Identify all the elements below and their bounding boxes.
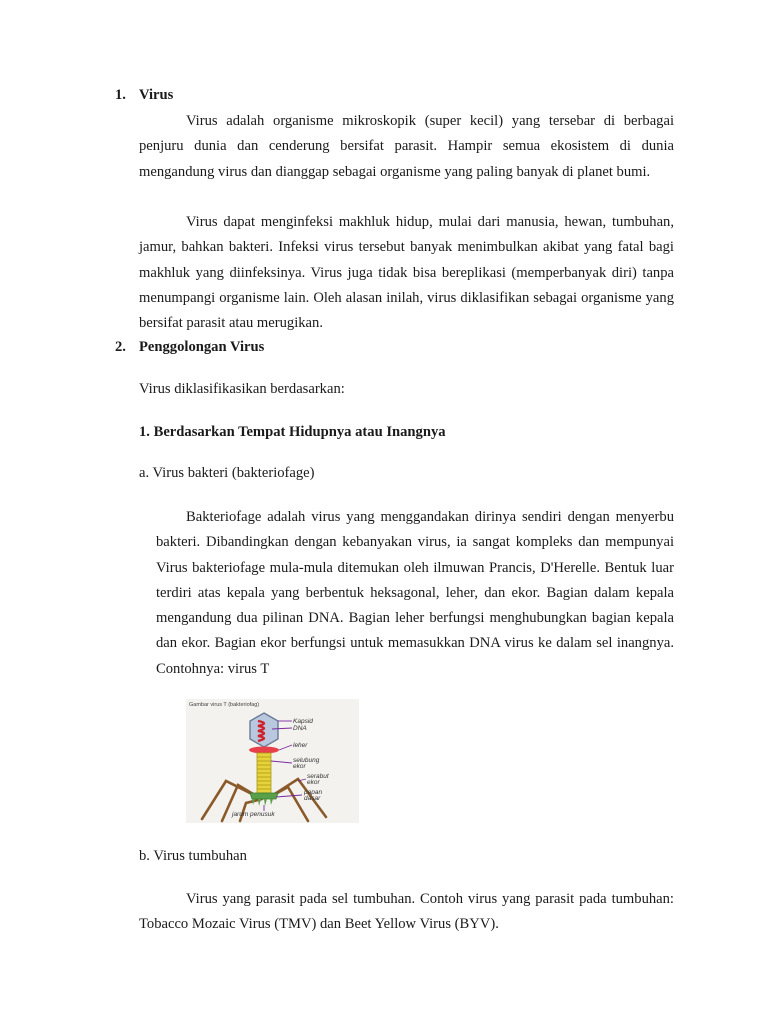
section-2-title: Penggolongan Virus <box>139 339 265 355</box>
label-serabut: serabut <box>307 773 329 780</box>
base-plate <box>250 793 278 799</box>
section-1-title: Virus <box>139 87 174 103</box>
label-ekor: ekor <box>293 763 306 770</box>
item-a-paragraph: Bakteriofage adalah virus yang menggandakan dirinya sendiri dengan menyerbu bakteri. Dibandingkan dengan kebanyakan virus, ia sangat kompleks dan mempunyai Virus bakteriofage mula-mula ditemukan oleh ilmuwan Prancis, D'Herelle. Bentuk luar terdiri atas kepala yang berbentuk heksagonal, leher, dan ekor. Bagian dalam kepala mengandung dua pilinan DNA. Bagian leher berfungsi menghubungkan bagian kepala dan ekor. Bagian ekor berfungsi untuk memasukkan DNA virus ke dalam sel inangnya. Contohnya: virus T <box>156 509 674 677</box>
item-b-paragraph: Virus yang parasit pada sel tumbuhan. Contoh virus yang parasit pada tumbuhan: Tobacco Mozaic Virus (TMV) dan Beet Yellow Virus (BYV). <box>139 891 674 933</box>
section-1-paragraph-1: Virus adalah organisme mikroskopik (super kecil) yang tersebar di berbagai penjuru dunia dan cenderung bersifat parasit. Hampir semua ekosistem di dunia mengandung virus dan dianggap sebagai organisme yang paling banyak di planet bumi. <box>139 113 674 180</box>
section-2-number: 2. <box>115 339 126 355</box>
label-serabut-ekor: ekor <box>307 779 320 786</box>
neck-collar <box>249 747 279 754</box>
bacteriophage-diagram <box>186 699 359 823</box>
figure-caption: Gambar virus T (bakteriofag) <box>189 702 260 708</box>
section-1-paragraph-2: Virus dapat menginfeksi makhluk hidup, mulai dari manusia, hewan, tumbuhan, jamur, bahkan bakteri. Infeksi virus tersebut banyak menimbulkan akibat yang fatal bagi makhluk yang diinfeksinya. Virus juga tidak bisa bereplikasi (memperbanyak diri) tanpa menumpangi organisme lain. Oleh alasan inilah, virus diklasifikan sebagai organisme yang bersifat parasit atau merugikan. <box>139 214 674 332</box>
classification-intro: Virus diklasifikasikan berdasarkan: <box>139 381 345 397</box>
item-b-label: b. Virus tumbuhan <box>139 848 247 864</box>
label-selubung: selubung <box>293 757 320 764</box>
label-dasar: dasar <box>304 795 321 802</box>
tail-sheath <box>257 753 271 793</box>
capsid-head <box>250 713 278 747</box>
subheading-host: 1. Berdasarkan Tempat Hidupnya atau Inangnya <box>139 424 446 440</box>
item-a-label: a. Virus bakteri (bakteriofage) <box>139 465 315 481</box>
label-dna: DNA <box>293 725 307 732</box>
label-papan: papan <box>304 789 323 796</box>
section-1-number: 1. <box>115 87 126 103</box>
bacteriophage-figure <box>186 699 359 823</box>
label-kapsid: Kapsid <box>293 718 313 725</box>
label-jarum: jarum penusuk <box>232 811 275 818</box>
label-leher: leher <box>293 742 308 749</box>
